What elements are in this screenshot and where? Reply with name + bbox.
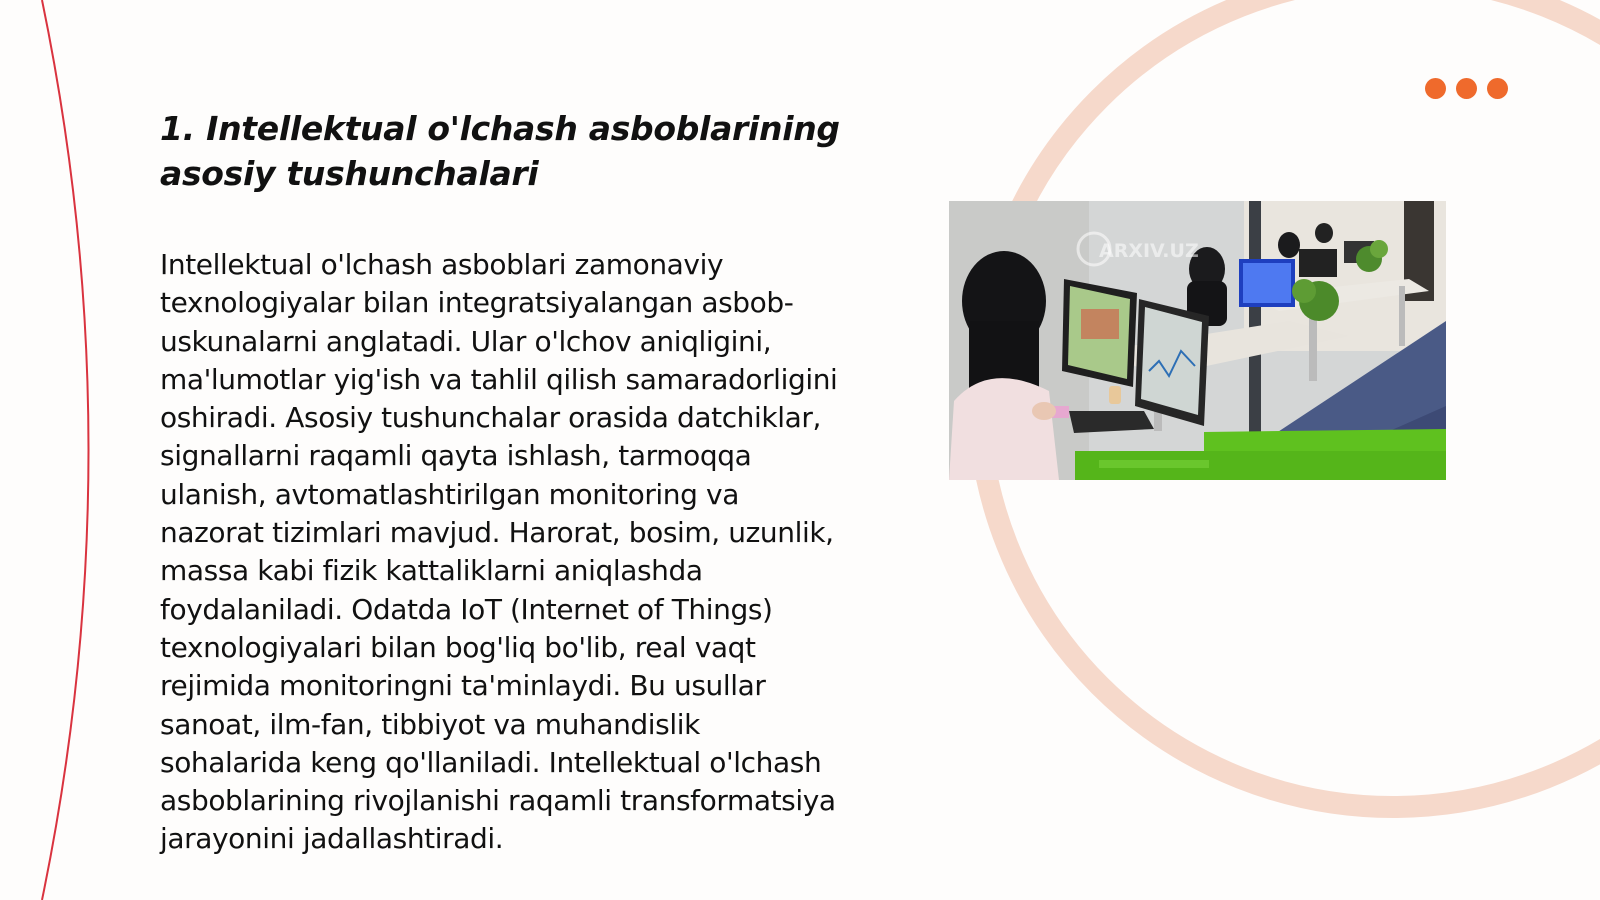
dot-icon [1456,78,1477,99]
menu-dots [1425,78,1508,99]
decorative-red-arc [42,0,89,900]
dot-icon [1487,78,1508,99]
photo-watermark: ARXIV.UZ [1099,240,1199,262]
office-photo [949,201,1446,480]
slide-title: 1. Intellektual o'lchash asboblarining asosiy tushunchalari [160,109,840,193]
dot-icon [1425,78,1446,99]
slide-body-text: Intellektual o'lchash asboblari zamonaviy texnologiyalar bilan integratsiyalangan asbob-uskunalarni anglatadi. Ular o'lchov aniqligini, ma'lumotlar yig'ish va tahlil qilish samaradorligini oshiradi. Asosiy tushunchalar orasida datchiklar, signallarni raqamli qayta ishlash, tarmoqqa ulanish, avtomatlashtirilgan monitoring va nazorat tizimlari mavjud. Harorat, bosim, uzunlik, massa kabi fizik kattaliklarni aniqlashda foydalaniladi. Odatda IoT (Internet of Things) texnologiyalari bilan bog'liq bo'lib, real vaqt rejimida monitoringni ta'minlaydi. Bu usullar sanoat, ilm-fan, tibbiyot va muhandislik sohalarida keng qo'llaniladi. Intellektual o'lchash asboblarining rivojlanishi raqamli transformatsiya jarayonini jadallashtiradi. [160,248,838,856]
